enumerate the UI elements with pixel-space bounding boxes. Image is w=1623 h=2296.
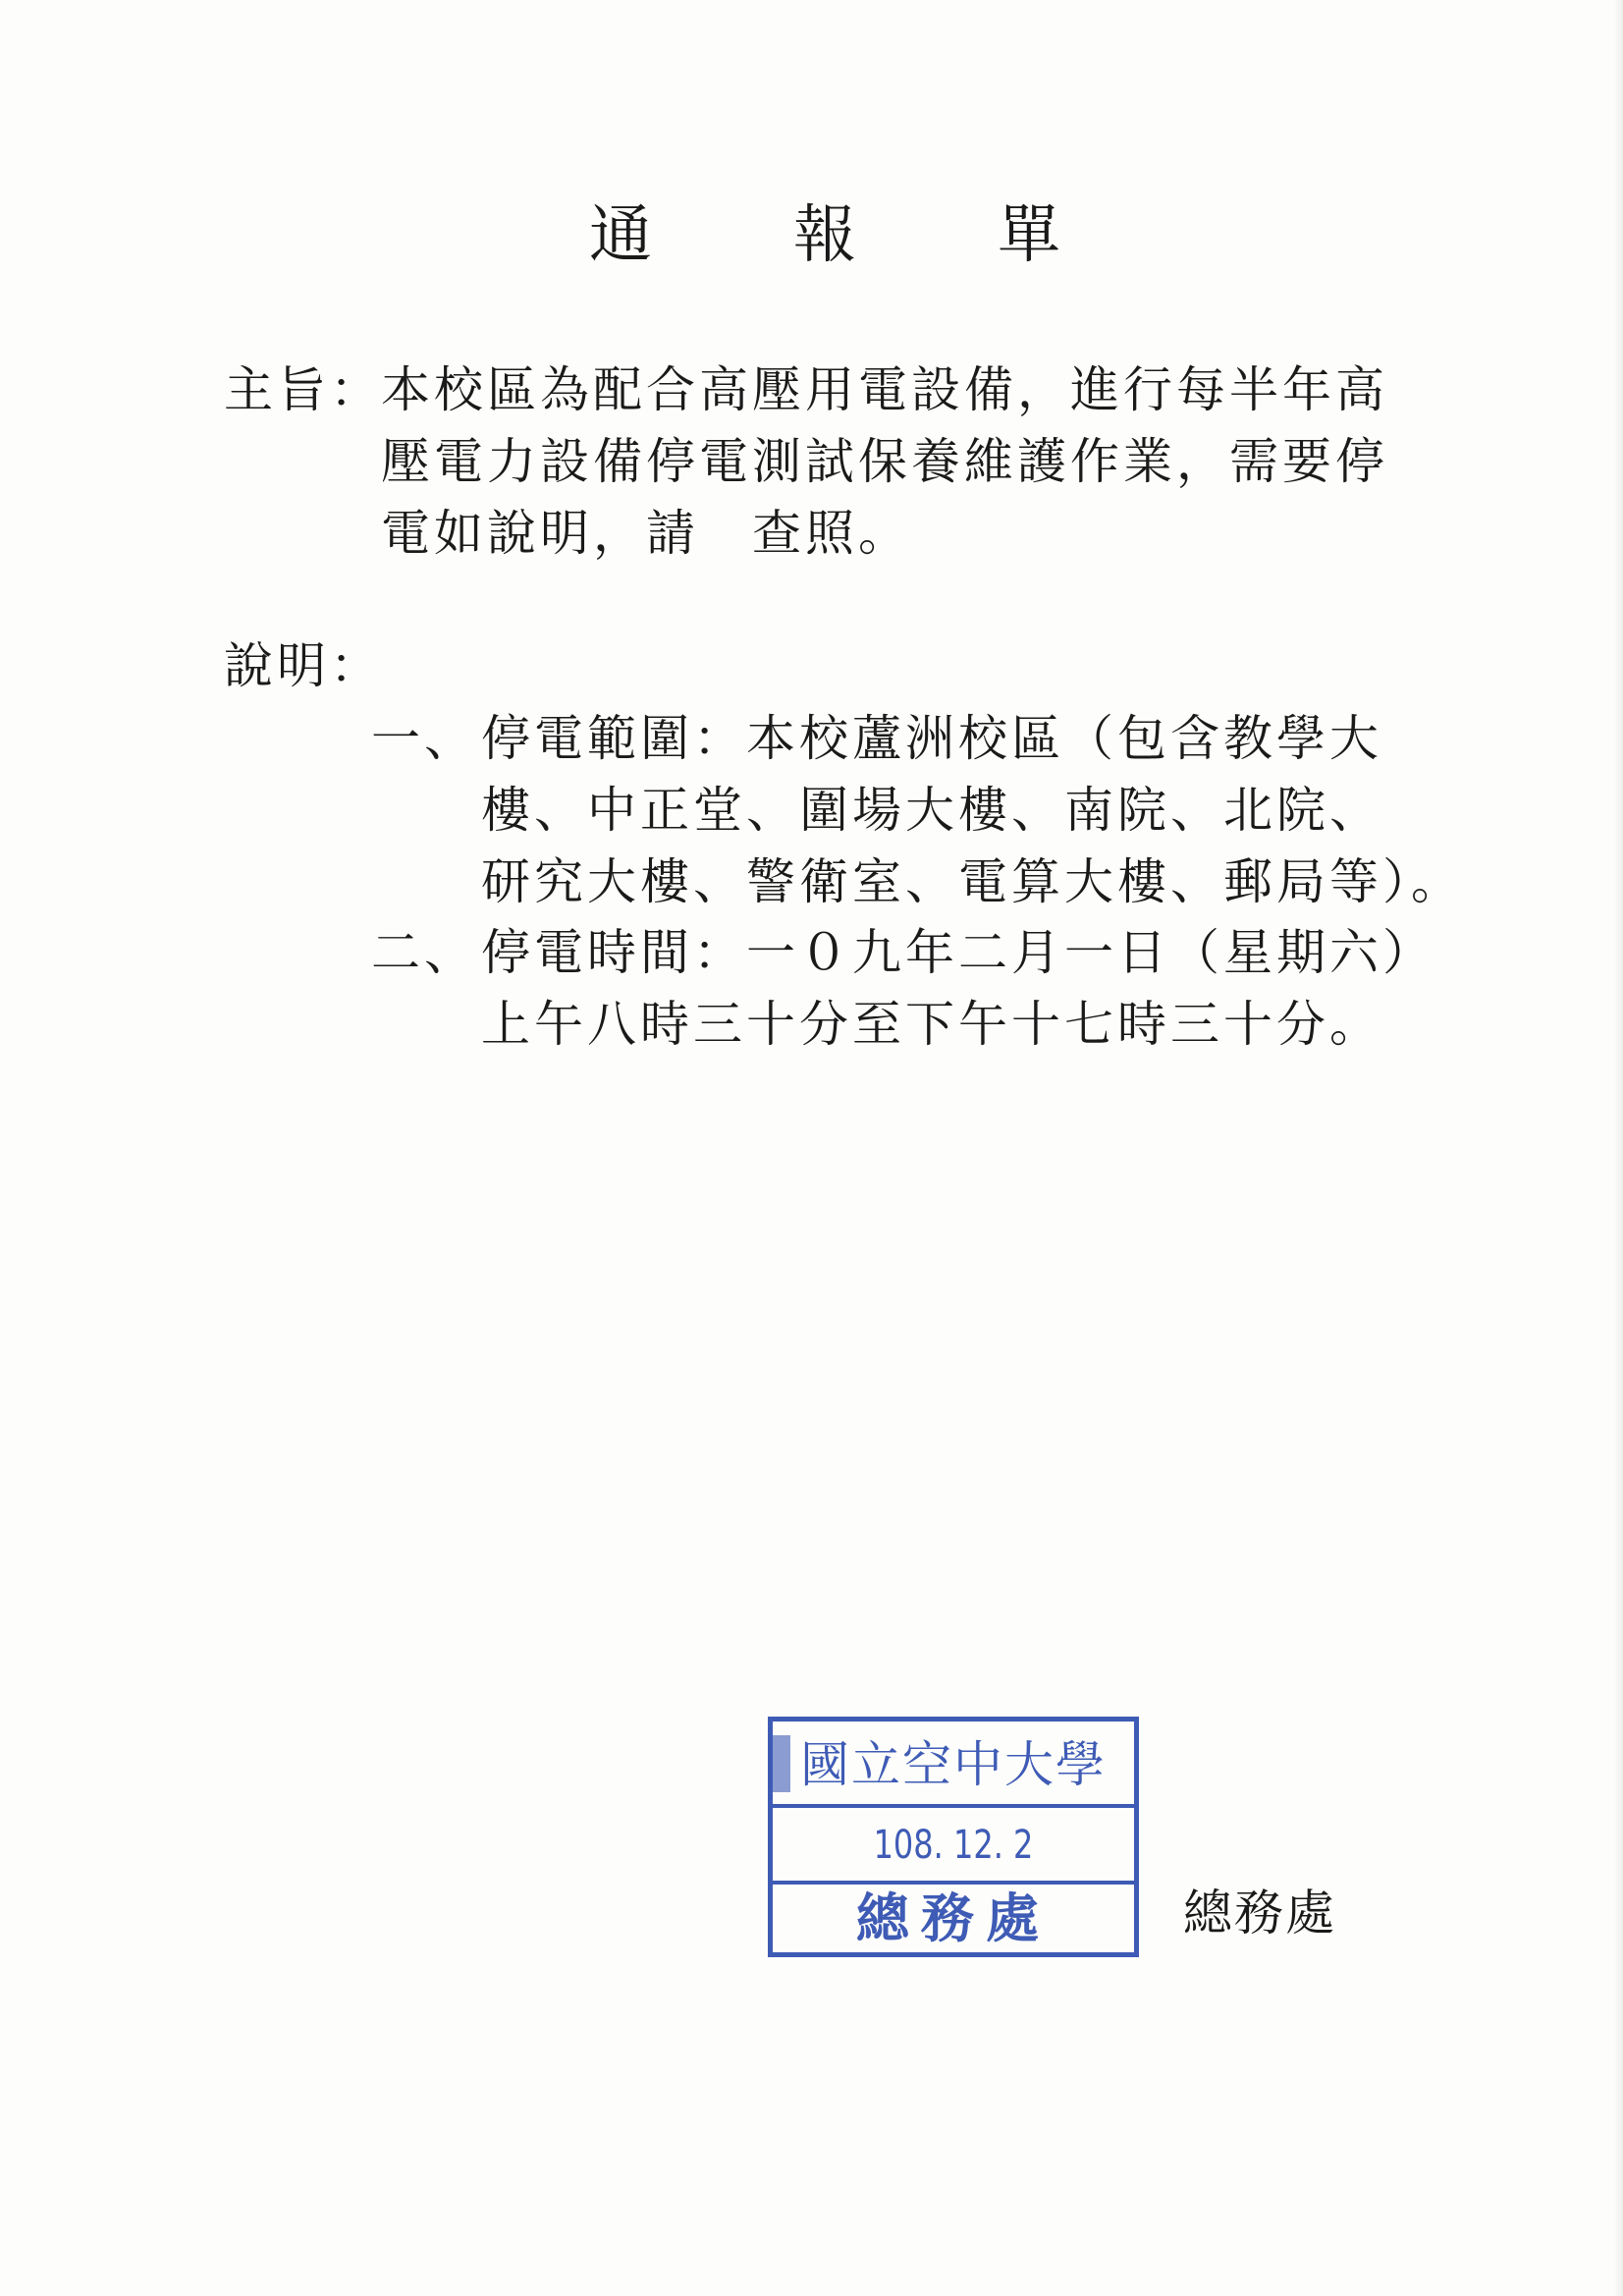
stamp-university-name: 國立空中大學 [800, 1736, 1107, 1793]
explanation-label: 說明： [224, 637, 383, 694]
subject-line-3: 電如說明，請 查照。 [381, 505, 911, 562]
subject-line-1: 本校區為配合高壓用電設備，進行每半年高 [381, 361, 1388, 418]
scan-edge-shadow [1613, 0, 1623, 2296]
office-stamp [768, 1717, 1139, 1957]
stamp-date: 108. 12. 2 [873, 1823, 1034, 1868]
document-title [589, 196, 1060, 275]
title-char-2: 報 [793, 199, 856, 272]
stamp-office-name: 總務處 [856, 1886, 1051, 1949]
stamp-divider-top [773, 1804, 1134, 1808]
item-1-line-1: 停電範圍：本校蘆洲校區（包含教學大 [481, 710, 1382, 767]
subject-line-2: 壓電力設備停電測試保養維護作業，需要停 [381, 433, 1388, 490]
item-1-line-2: 樓、中正堂、圍場大樓、南院、北院、 [481, 782, 1382, 839]
issuer-signature: 總務處 [1183, 1885, 1336, 1941]
item-1-line-3: 研究大樓、警衛室、電算大樓、郵局等）。 [481, 853, 1464, 910]
subject-label: 主旨： [224, 361, 383, 418]
item-1-number: 一、 [371, 710, 477, 767]
item-2-number: 二、 [371, 924, 477, 981]
title-char-3: 單 [998, 199, 1060, 272]
title-char-1: 通 [589, 199, 652, 272]
item-2-line-1: 停電時間：一０九年二月一日（星期六） [481, 924, 1435, 981]
item-2-line-2: 上午八時三十分至下午十七時三十分。 [481, 996, 1382, 1053]
